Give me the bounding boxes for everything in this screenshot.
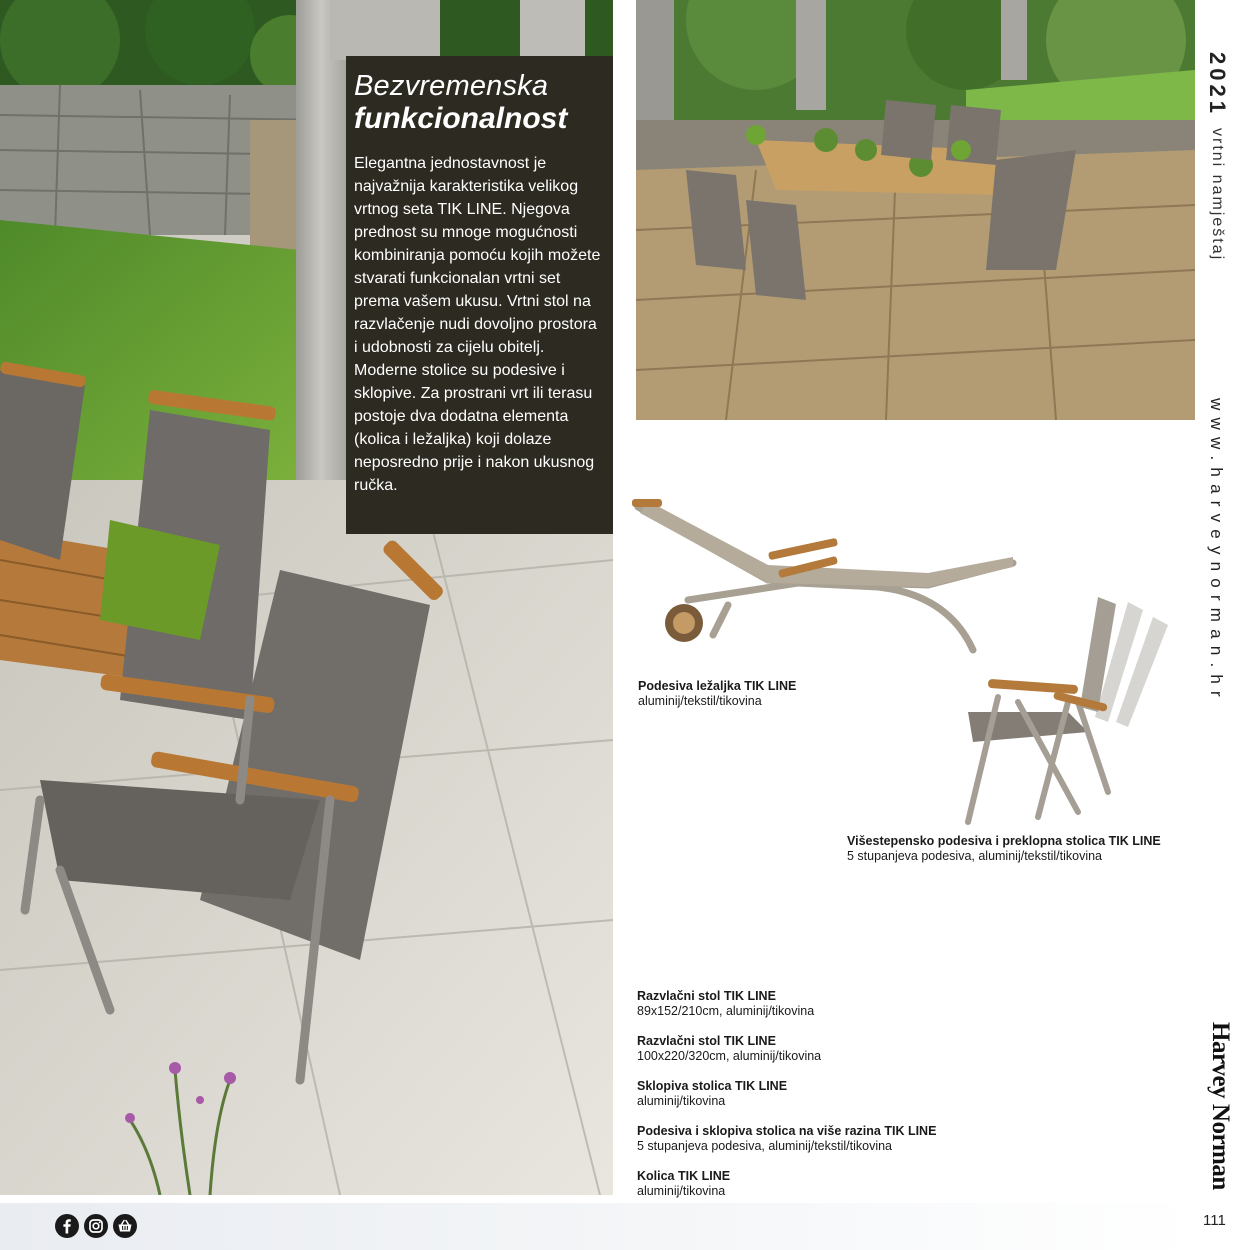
product-name: Podesiva i sklopiva stolica na više razina TIK LINE [637,1124,937,1138]
product-details: aluminij/tikovina [637,1094,726,1108]
list-item [637,1079,936,1109]
product-details: aluminij/tikovina [637,1184,726,1198]
headline-line-1: Bezvremenska [354,70,549,102]
product-details: 100x220/320cm, aluminij/tikovina [637,1049,822,1063]
recliner-caption [847,834,1161,864]
product-list [637,989,936,1214]
intro-paragraph: Elegantna jednostavnost je najvažnija karakteristika velikog vrtnog seta TIK LINE. Njegova prednost su mnoge mogućnosti kombiniranja pomoću kojih možete stvarati funkcionalan vrtni set prema vašem ukusu. Vrtni stol na razvlačenje nudi dovoljno prostora i udobnosti za cijelu obitelj. Moderne stolice su podesive i sklopive. Za prostrani vrt ili terasu postoje dva dodatna elementa (kolica i ležaljka) koji dolaze neposredno prije i nakon ukusnog ručka. [354,155,601,494]
lounger-details: aluminij/tekstil/tikovina [638,694,762,708]
product-name: Kolica TIK LINE [637,1169,731,1183]
list-item [637,1169,936,1199]
shopping-basket-icon[interactable] [113,1214,137,1238]
recliner-image [958,592,1190,828]
instagram-icon[interactable] [84,1214,108,1238]
page-number: 111 [1203,1212,1226,1229]
catalog-year: 2021 [1205,52,1230,117]
list-item [637,1124,936,1154]
recliner-details: 5 stupanjeva podesiva, aluminij/tekstil/tikovina [847,849,1102,863]
product-details: 5 stupanjeva podesiva, aluminij/tekstil/tikovina [637,1139,892,1153]
website-link[interactable]: www.harveynorman.hr [1207,398,1226,704]
catalog-section: vrtni namještaj [1209,128,1226,262]
terrace-illustration [636,0,1195,420]
lounger-caption [638,679,796,709]
facebook-icon[interactable] [55,1214,79,1238]
product-name: Razvlačni stol TIK LINE [637,1034,776,1048]
product-name: Razvlačni stol TIK LINE [637,989,776,1003]
headline-line-2: funkcionalnost [354,102,568,135]
page-footer [0,1203,1196,1250]
terrace-photo [636,0,1195,420]
product-name: Sklopiva stolica TIK LINE [637,1079,788,1093]
intro-text-box [346,56,613,534]
product-details: 89x152/210cm, aluminij/tikovina [637,1004,815,1018]
list-item [637,1034,936,1064]
brand-logo: Harvey Norman [1207,1022,1234,1190]
recliner-name: Višestepensko podesiva i preklopna stolica TIK LINE [847,834,1161,848]
list-item [637,989,936,1019]
lounger-name: Podesiva ležaljka TIK LINE [638,679,797,693]
